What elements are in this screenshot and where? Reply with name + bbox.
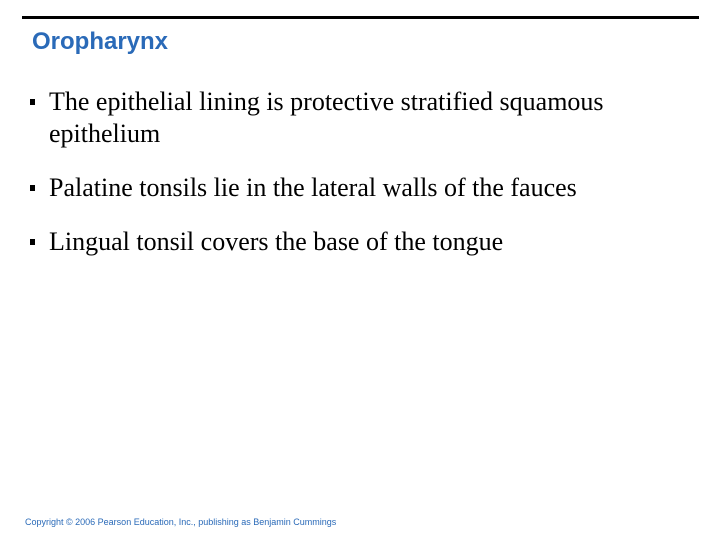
square-bullet-icon	[30, 185, 35, 191]
bullet-item	[30, 226, 690, 258]
slide-title: Oropharynx	[32, 28, 169, 55]
bullet-text: Palatine tonsils lie in the lateral walls of the fauces	[49, 173, 577, 202]
bullet-text: The epithelial lining is protective stratified squamous epithelium	[49, 87, 604, 148]
bullet-item	[30, 86, 690, 150]
bullet-list	[30, 86, 690, 280]
bullet-text: Lingual tonsil covers the base of the tongue	[49, 227, 504, 256]
copyright-notice: Copyright © 2006 Pearson Education, Inc., publishing as Benjamin Cummings	[25, 517, 337, 527]
bullet-item	[30, 172, 690, 204]
title-divider	[22, 16, 699, 19]
square-bullet-icon	[30, 99, 35, 105]
square-bullet-icon	[30, 239, 35, 245]
